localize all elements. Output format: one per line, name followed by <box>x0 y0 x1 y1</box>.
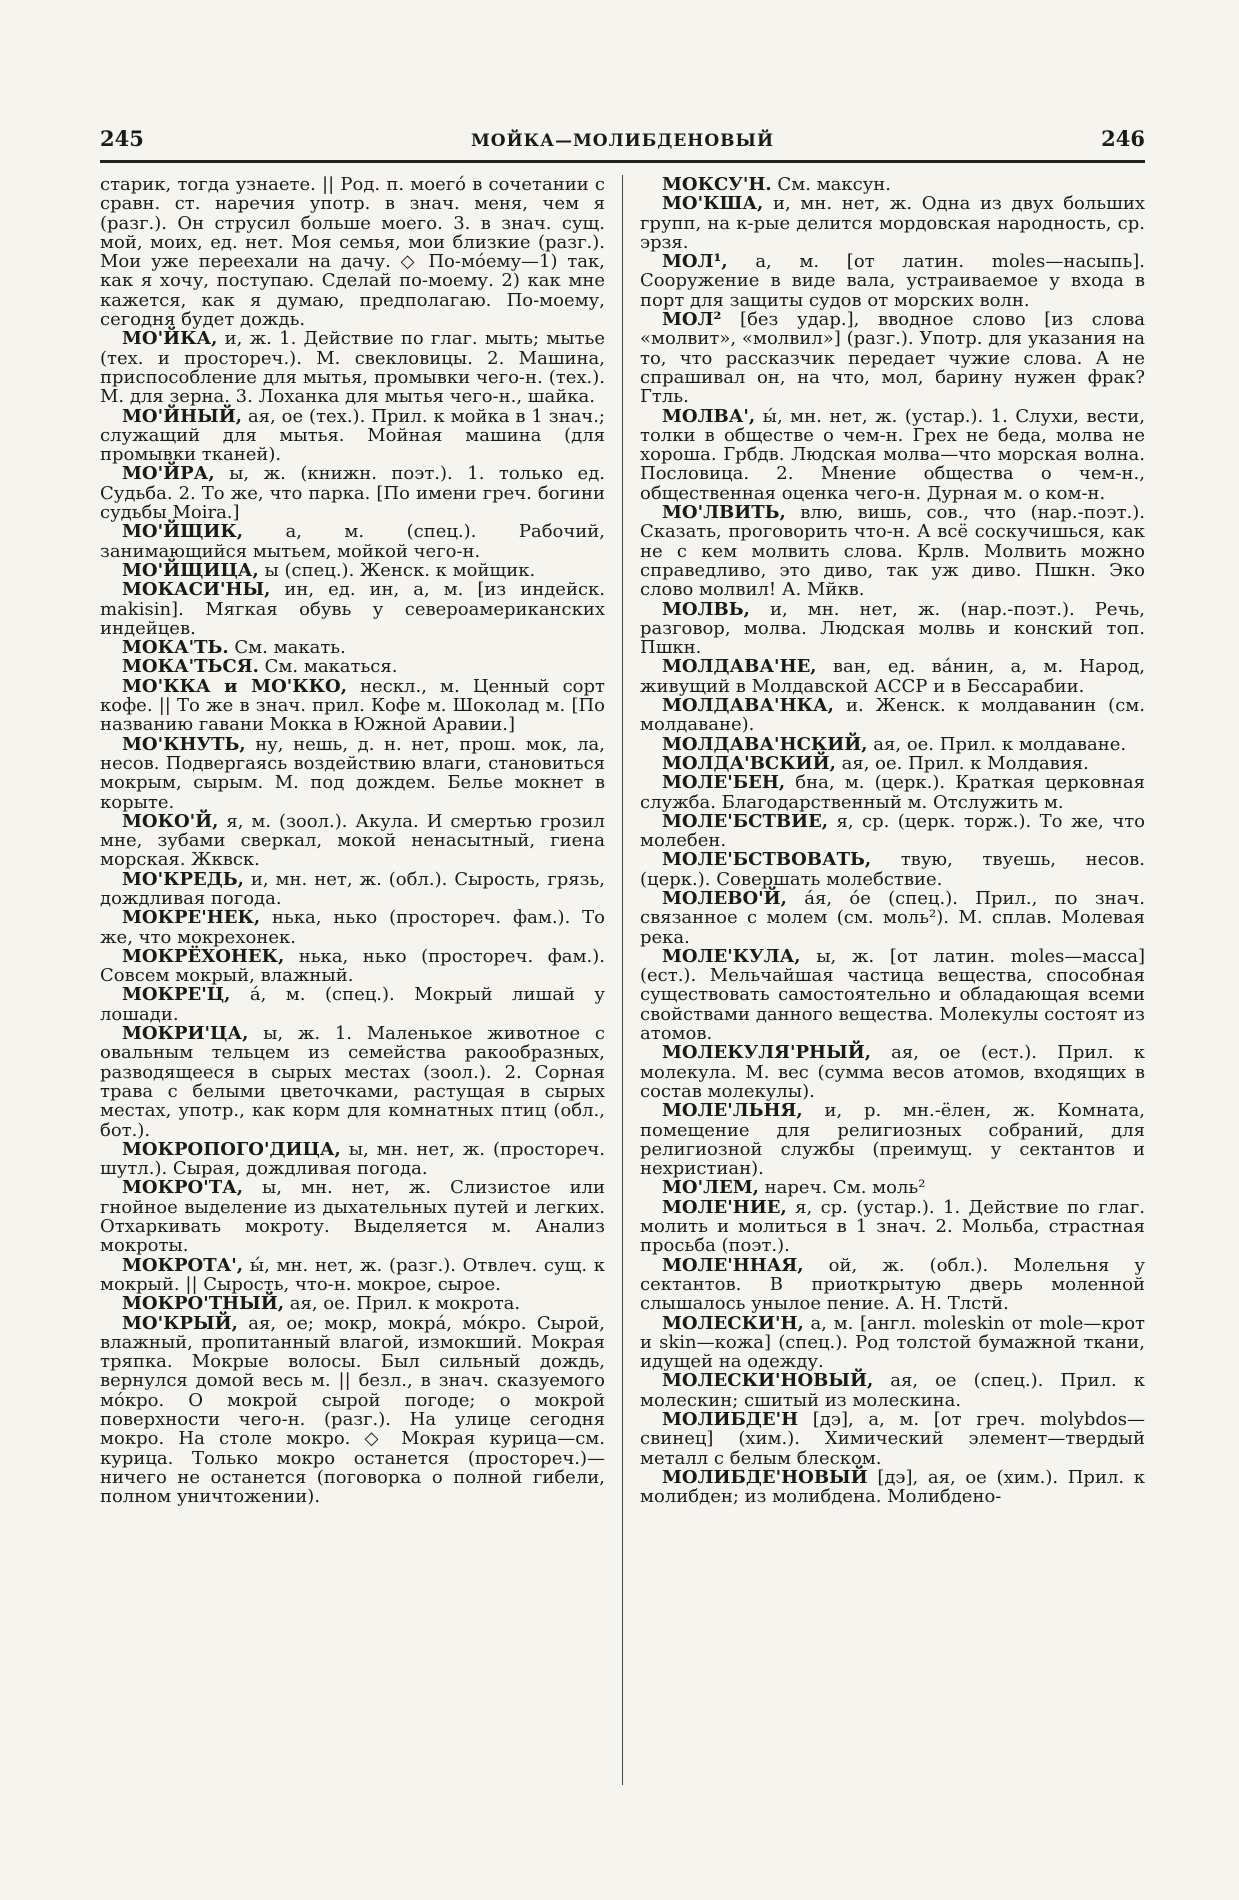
definition-text: а, м. [от латин. moles—насыпь]. Сооружение в виде вала, устраиваемое у входа в порт для защиты судов от морских волн. <box>640 251 1145 311</box>
definition-text: а, м. (спец.). Рабочий, занимающийся мытьем, мойкой чего-н. <box>100 521 605 562</box>
definition-text: ы, ж. (книжн. поэт.). 1. только ед. Судьба. 2. То же, что парка. [По имени греч. богини судьбы Moira.] <box>100 463 605 524</box>
running-title: МОЙКА—МОЛИБДЕНОВЫЙ <box>470 131 775 151</box>
right-page-number: 246 <box>1101 126 1145 151</box>
definition-text: ая, ое; мокр, мокра́, мо́кро. Сырой, влажный, пропитанный влагой, измокший. Мокрая тряпка. Мокрые волосы. Был сильный дождь, вернулся домой весь м. || безл., в знач. сказуемого мо́кро. О мокрой сырой погоде; о мокрой поверхности чего-н. (разг.). На улице сегодня мокро. На столе мокро. ◇ Мокрая курица—см. курица. Только мокро останется (простореч.)—ничего не останется (поговорка о полной гибели, полном уничтожении). <box>100 1312 605 1508</box>
headword: МО'ЛВИТЬ, <box>662 502 786 524</box>
headword: МО'ЙРА, <box>122 463 215 485</box>
dictionary-entry <box>640 407 1145 503</box>
page-header <box>100 126 1145 158</box>
dictionary-entry <box>100 1256 605 1295</box>
definition-text: [без удар.], вводное слово [из слова «молвит», «молвил»] (разг.). Употр. для указания на то, что рассказчик передает чужие слова. А не спрашивал он, на что, мол, барину нужен фрак? Гтль. <box>640 309 1145 408</box>
definition-text: и. Женск. к молдаванин (см. молдаване). <box>640 695 1145 736</box>
left-column <box>100 175 605 1800</box>
dictionary-entry <box>640 310 1145 406</box>
right-column <box>640 175 1145 1800</box>
headword: МОКА'ТЬ. <box>122 637 229 659</box>
dictionary-entry <box>640 696 1145 735</box>
dictionary-entry <box>640 503 1145 599</box>
definition-text: См. максун. <box>771 175 892 195</box>
definition-text: и, мн. нет, ж. Одна из двух больших групп, на к-рые делится мордовская народность, ср. эрзя. <box>640 193 1145 253</box>
dictionary-entry <box>640 657 1145 696</box>
dictionary-entry <box>100 522 605 561</box>
headword: МОКРЕ'НЕК, <box>122 907 261 929</box>
headword: МО'ЙЩИК, <box>122 521 244 543</box>
headword: МОЛЕВО'Й, <box>662 887 787 909</box>
definition-text: ы́, мн. нет, ж. (разг.). Отвлеч. сущ. к мокрый. || Сырость, что-н. мокрое, сырое. <box>100 1254 605 1295</box>
headword: МОЛЕ'КУЛА, <box>662 945 801 967</box>
definition-text: и, мн. нет, ж. (нар.-поэт.). Речь, разговор, молва. Людская молвь и конский топ. Пшкн. <box>640 598 1145 659</box>
headword: МОЛЕ'ННАЯ, <box>662 1254 804 1276</box>
definition-text: ая, ое (ест.). Прил. к молекула. М. вес (сумма весов атомов, входящих в состав молекулы). <box>640 1042 1145 1102</box>
definition-text: ая, ое. Прил. к мокрота. <box>284 1293 521 1315</box>
definition-text: См. макаться. <box>258 656 398 678</box>
dictionary-entry <box>640 194 1145 252</box>
definition-text: я, ср. (устар.). 1. Действие по глаг. молить и молиться в 1 знач. 2. Мольба, страстная просьба (поэт.). <box>640 1196 1145 1257</box>
headword: МОЛВА', <box>662 405 756 427</box>
dictionary-entry <box>100 1178 605 1255</box>
dictionary-entry <box>640 1256 1145 1314</box>
dictionary-entry <box>100 1140 605 1179</box>
left-page-number: 245 <box>100 126 144 151</box>
definition-text: ин, ед. ин, а, м. [из индейск. makisin]. Мягкая обувь у североамериканских индейцев. <box>100 579 605 639</box>
definition-text: твую, твуешь, несов. (церк.). Совершать молебствие. <box>640 849 1145 890</box>
headword: МОЛИБДЕ'Н <box>662 1409 799 1430</box>
headword: МОЛЕ'НИЕ, <box>662 1196 787 1218</box>
definition-text: нька, нько (простореч. фам.). Совсем мокрый, влажный. <box>100 945 605 987</box>
dictionary-entry <box>640 735 1145 754</box>
headword: МО'КША, <box>662 193 764 215</box>
dictionary-entry <box>640 1410 1145 1468</box>
headword: МО'КРЫЙ, <box>122 1312 238 1334</box>
definition-text: ну, нешь, д. н. нет, прош. мок, ла, несов. Подвергаясь воздействию влаги, становиться мокрым, сырым. М. под дождем. Белье мокнет в корыте. <box>100 733 605 813</box>
dictionary-entry <box>100 870 605 909</box>
dictionary-entry <box>640 812 1145 851</box>
headword: МОЛДАВА'НСКИЙ, <box>662 733 868 755</box>
headword: МОЛЕ'БЕН, <box>662 772 786 794</box>
definition-text: я, м. (зоол.). Акула. И смертью грозил мне, зубами сверкал, мокой ненасытный, гиена морская. Жквск. <box>100 810 605 871</box>
dictionary-entry <box>100 1024 605 1140</box>
definition-text: ой, ж. (обл.). Молельня у сектантов. В приоткрытую дверь моленной слышалось унылое пение. А. Н. Тлстй. <box>640 1254 1145 1315</box>
definition-text: нескл., м. Ценный сорт кофе. || То же в знач. прил. Кофе м. Шоколад м. [По названию гавани Мокка в Южной Аравии.] <box>100 675 605 736</box>
definition-text: См. макать. <box>228 637 346 659</box>
headword: МОЛДАВА'НЕ, <box>662 656 817 678</box>
definition-text: ая, ое (тех.). Прил. к мойка в 1 знач.; служащий для мытья. Мойная машина (для промывки тканей). <box>100 405 605 466</box>
definition-text: ы (спец.). Женск. к мойщик. <box>258 559 536 581</box>
definition-text: старик, тогда узнаете. || Род. п. моего́ в сочетании с сравн. ст. наречия употр. в знач. меня, чем я (разг.). Он струсил больше моего. 3. в знач. сущ. мой, моих, ед. нет. Моя семья, мои близкие (разг.). Мои уже переехали на дачу. ◇ По-мо́ему—1) так, как я хочу, поступаю. Сделай по-моему. 2) как мне кажется, как я думаю, предполагаю. По-моему, сегодня будет дождь. <box>100 175 605 331</box>
headword: МОЛВЬ, <box>662 598 750 620</box>
definition-text: ы, мн. нет, ж. Слизистое или гнойное выделение из дыхательных путей и легких. Отхаркивать мокроту. Выделяется м. Анализ мокроты. <box>100 1177 605 1257</box>
headword: МОКРО'ТНЫЙ, <box>122 1293 285 1315</box>
dictionary-entry <box>100 464 605 522</box>
dictionary-entry <box>640 1314 1145 1372</box>
dictionary-entry <box>100 812 605 870</box>
dictionary-entry <box>100 638 605 657</box>
headword: МОЛ¹, <box>662 251 728 273</box>
definition-text: ы, ж. [от латин. moles—масса] (ест.). Мельчайшая частица вещества, способная существовать самостоятельно и обладающая всеми свойствами данного вещества. Молекулы состоят из атомов. <box>640 945 1145 1045</box>
dictionary-entry <box>100 735 605 812</box>
definition-text: а́, м. (спец.). Мокрый лишай у лошади. <box>100 984 605 1025</box>
definition-text: нареч. См. моль² <box>758 1177 926 1199</box>
dictionary-entry <box>100 407 605 465</box>
definition-text: ы́, мн. нет, ж. (устар.). 1. Слухи, вести, толки в обществе о чем-н. Грех не беда, молва не хороша. Грбдв. Людская молва—что морская волна. Пословица. 2. Мнение общества о чем-н., общественная оценка чего-н. Дурная м. о ком-н. <box>640 405 1145 504</box>
headword: МОКО'Й, <box>122 810 219 832</box>
dictionary-entry <box>640 754 1145 773</box>
headword: МОКСУ'Н. <box>662 175 772 195</box>
headword: МОЛЕСКИ'Н, <box>662 1312 804 1334</box>
dictionary-entry <box>640 947 1145 1043</box>
headword: МО'КНУТЬ, <box>122 733 246 755</box>
dictionary-entry <box>640 773 1145 812</box>
headword: МОЛЕ'БСТВИЕ, <box>662 810 829 832</box>
definition-text: а, м. [англ. moleskin от mole—крот и skin—кожа] (спец.). Род толстой бумажной ткани, идущей на одежду. <box>640 1312 1145 1373</box>
dictionary-entry <box>640 889 1145 947</box>
header-rule <box>100 160 1145 163</box>
definition-text: бна, м. (церк.). Краткая церковная служба. Благодарственный м. Отслужить м. <box>640 772 1145 813</box>
dictionary-entry <box>100 947 605 986</box>
headword: МО'КРЕДЬ, <box>122 868 244 890</box>
dictionary-entry <box>100 908 605 947</box>
headword: МОЛДА'ВСКИЙ, <box>662 752 836 774</box>
headword: МОКА'ТЬСЯ. <box>122 656 259 678</box>
definition-text: ы, мн. нет, ж. (простореч. шутл.). Сырая, дождливая погода. <box>100 1138 605 1180</box>
definition-text: [дэ], а, м. [от греч. molybdos—свинец] (хим.). Химический элемент—твердый металл с белым блеском. <box>640 1409 1145 1469</box>
column-divider <box>622 175 623 1785</box>
dictionary-entry <box>640 1198 1145 1256</box>
dictionary-entry <box>640 850 1145 889</box>
headword: МОКРЁХОНЕК, <box>122 945 285 967</box>
dictionary-entry <box>640 1101 1145 1178</box>
dictionary-entry <box>640 1043 1145 1101</box>
dictionary-entry <box>100 677 605 735</box>
dictionary-entry <box>100 175 605 329</box>
definition-text: ван, ед. ва́нин, а, м. Народ, живущий в Молдавской АССР и в Бессарабии. <box>640 656 1145 697</box>
definition-text: и, р. мн.-ёлен, ж. Комната, помещение для религиозных собраний, для религиозной службы (преимущ. у сектантов и нехристиан). <box>640 1100 1145 1180</box>
headword: МО'ЙКА, <box>122 328 218 350</box>
headword: МОЛЕСКИ'НОВЫЙ, <box>662 1370 874 1392</box>
dictionary-entry <box>100 329 605 406</box>
headword: МОЛЕ'БСТВОВАТЬ, <box>662 849 872 871</box>
dictionary-entry <box>100 657 605 676</box>
dictionary-entry <box>640 1178 1145 1197</box>
dictionary-entry <box>100 580 605 638</box>
headword: МОКРОТА', <box>122 1254 244 1276</box>
headword: МО'ЙЩИЦА, <box>122 559 259 581</box>
dictionary-entry <box>640 1371 1145 1410</box>
definition-text: ая, ое (спец.). Прил. к молескин; сшитый из молескина. <box>640 1370 1145 1411</box>
dictionary-entry <box>100 1314 605 1507</box>
dictionary-entry <box>640 252 1145 310</box>
definition-text: и, ж. 1. Действие по глаг. мыть; мытье (тех. и простореч.). М. свекловицы. 2. Машина, приспособление для мытья, промывки чего-н. (тех.). М. для зерна. 3. Лоханка для мытья чего-н., шайка. <box>100 328 605 408</box>
headword: МОКРИ'ЦА, <box>122 1023 249 1045</box>
headword: МОЛЕКУЛЯ'РНЫЙ, <box>662 1042 871 1064</box>
dictionary-entry <box>100 1294 605 1313</box>
headword: МОКРОПОГО'ДИЦА, <box>122 1138 341 1160</box>
definition-text: ая, ое. Прил. к Молдавия. <box>835 752 1089 774</box>
headword: МОКРЕ'Ц, <box>122 984 231 1006</box>
headword: МО'ЛЕМ, <box>662 1177 759 1199</box>
dictionary-entry <box>100 561 605 580</box>
headword: МО'ККА и МО'ККО, <box>122 675 347 697</box>
definition-text: [дэ], ая, ое (хим.). Прил. к молибден; из молибдена. Молибдено- <box>640 1466 1145 1508</box>
definition-text: ая, ое. Прил. к молдаване. <box>867 733 1127 755</box>
headword: МОЛЕ'ЛЬНЯ, <box>662 1100 803 1122</box>
headword: МОЛ² <box>662 309 722 331</box>
headword: МОКРО'ТА, <box>122 1177 244 1199</box>
definition-text: и, мн. нет, ж. (обл.). Сырость, грязь, дождливая погода. <box>100 868 605 909</box>
headword: МОКАСИ'НЫ, <box>122 579 271 601</box>
headword: МО'ЙНЫЙ, <box>122 405 243 427</box>
dictionary-entry <box>100 985 605 1024</box>
definition-text: влю, вишь, сов., что (нар.-поэт.). Сказать, проговорить что-н. А всё соскучишься, как не с кем молвить слова. Крлв. Молвить можно справедливо, это диво, так уж диво. Пшкн. Эко слово молвил! А. Мйкв. <box>640 502 1145 601</box>
definition-text: я, ср. (церк. торж.). То же, что молебен. <box>640 810 1145 852</box>
dictionary-entry <box>640 175 1145 194</box>
dictionary-entry <box>640 600 1145 658</box>
definition-text: нька, нько (простореч. фам.). То же, что мокрехонек. <box>100 907 605 948</box>
dictionary-entry <box>640 1468 1145 1507</box>
definition-text: а́я, о́е (спец.). Прил., по знач. связанное с молем (см. моль²). М. сплав. Молевая река. <box>640 887 1145 948</box>
headword: МОЛИБДЕ'НОВЫЙ <box>662 1466 868 1488</box>
headword: МОЛДАВА'НКА, <box>662 695 834 717</box>
definition-text: ы, ж. 1. Маленькое животное с овальным тельцем из семейства ракообразных, разводящееся в сырых местах (зоол.). 2. Сорная трава с белыми цветочками, растущая в сырых местах, употр., как корм для комнатных птиц (обл., бот.). <box>100 1023 605 1141</box>
